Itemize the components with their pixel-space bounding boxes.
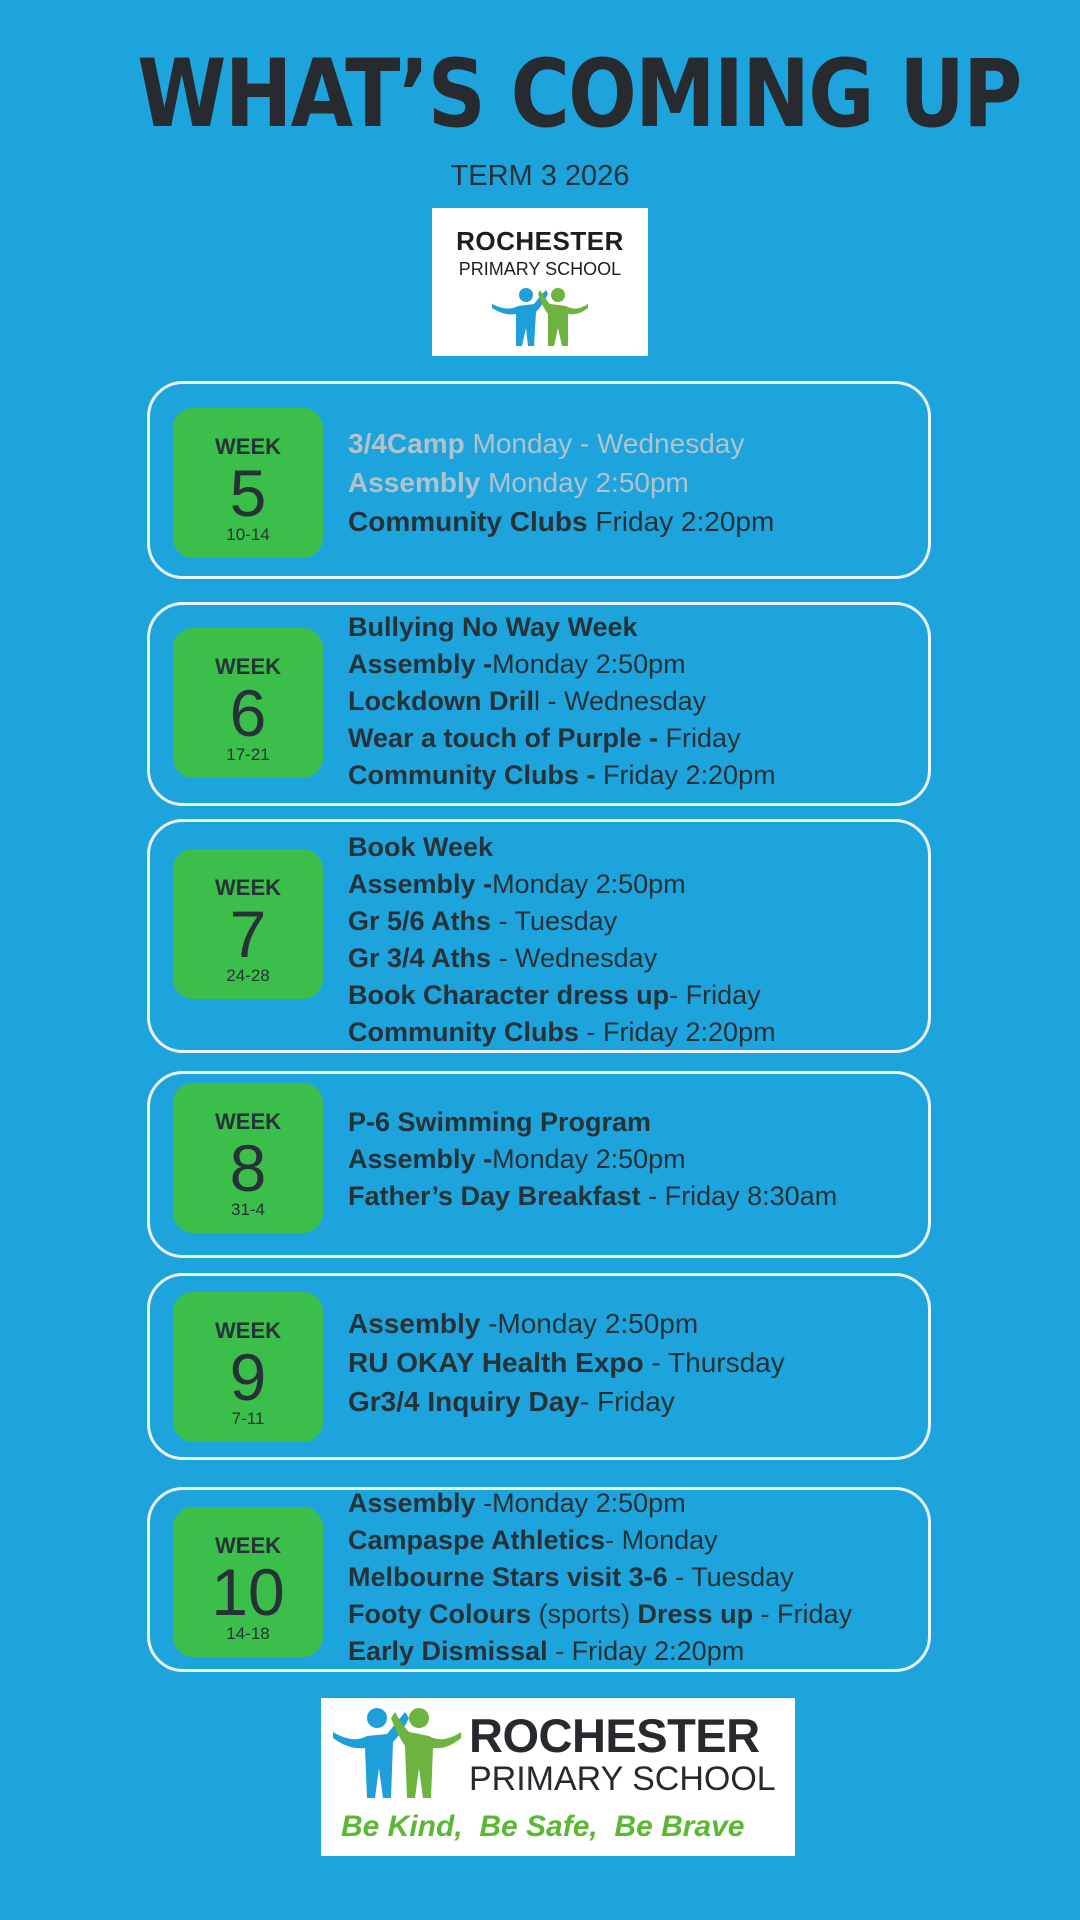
school-logo-top <box>432 208 648 356</box>
event-name: Lockdown Dril <box>348 686 535 716</box>
page-subtitle: TERM 3 2026 <box>450 160 630 192</box>
event-list <box>348 424 918 541</box>
event-name: Assembly - <box>348 649 493 679</box>
week-card-6 <box>147 602 931 806</box>
event-line <box>348 829 918 866</box>
event-time: -Monday 2:50pm <box>480 1308 699 1339</box>
week-number: 8 <box>229 1131 267 1205</box>
event-line <box>348 609 918 646</box>
week-label: WEEK <box>215 1318 281 1343</box>
event-line <box>348 1178 918 1215</box>
event-time: - Friday <box>753 1599 853 1629</box>
event-time: Monday 2:50pm <box>492 869 686 899</box>
school-motto: Be Kind, Be Safe, Be Brave <box>341 1810 745 1843</box>
event-line <box>348 1485 918 1522</box>
event-name: Community Clubs <box>348 506 588 537</box>
week-number: 7 <box>229 897 267 971</box>
event-line <box>348 1522 918 1559</box>
event-line <box>348 757 918 794</box>
week-dates: 10-14 <box>226 525 270 544</box>
event-name: Footy Colours <box>348 1599 531 1629</box>
event-time: - Tuesday <box>491 906 618 936</box>
children-figures-icon <box>488 286 592 348</box>
event-line <box>348 977 918 1014</box>
event-name: Gr3/4 Inquiry Day <box>348 1386 580 1417</box>
week-number: 10 <box>211 1555 285 1629</box>
event-name: Assembly - <box>348 1144 493 1174</box>
event-name: Wear a touch of Purple - <box>348 723 659 753</box>
school-logo-bottom <box>321 1698 795 1856</box>
week-number: 5 <box>229 456 267 530</box>
event-line <box>348 424 918 463</box>
event-line <box>348 646 918 683</box>
event-name: Community Clubs - <box>348 760 596 790</box>
event-line <box>348 866 918 903</box>
week-label: WEEK <box>215 1109 281 1134</box>
event-line <box>348 502 918 541</box>
week-number: 6 <box>229 676 267 750</box>
week-card-5 <box>147 381 931 579</box>
event-line <box>348 1343 918 1382</box>
event-line <box>348 1559 918 1596</box>
week-dates: 7-11 <box>231 1409 265 1428</box>
event-time: - Friday <box>579 1386 675 1417</box>
event-list <box>348 1104 918 1215</box>
week-label: WEEK <box>215 1533 281 1558</box>
logo-school-type: PRIMARY SCHOOL <box>458 259 622 279</box>
event-time: Monday 2:50pm <box>480 467 689 498</box>
event-line <box>348 1382 918 1421</box>
event-line <box>348 1104 918 1141</box>
week-badge <box>173 408 323 558</box>
event-name: Melbourne Stars visit 3-6 <box>348 1562 668 1592</box>
week-label: WEEK <box>215 875 281 900</box>
event-line <box>348 1141 918 1178</box>
event-time: Friday 2:20pm <box>595 760 776 790</box>
event-line <box>348 940 918 977</box>
event-line <box>348 683 918 720</box>
week-card-8 <box>147 1071 931 1258</box>
week-dates: 24-28 <box>226 966 270 985</box>
event-line <box>348 1596 918 1633</box>
event-name: Assembly <box>348 1488 476 1518</box>
event-list <box>348 1485 918 1670</box>
event-name: Book Week <box>348 832 494 862</box>
event-line <box>348 1304 918 1343</box>
event-name: RU OKAY Health Expo <box>348 1347 644 1378</box>
event-name: Father’s Day Breakfast <box>348 1181 641 1211</box>
week-badge <box>173 1083 323 1233</box>
week-card-7 <box>147 819 931 1053</box>
event-name: Assembly <box>348 1308 481 1339</box>
event-list <box>348 1304 918 1421</box>
event-line <box>348 903 918 940</box>
event-name: Early Dismissal <box>348 1636 548 1666</box>
page-title: WHAT’S COMING UP <box>137 40 1021 149</box>
event-name: Gr 5/6 Aths <box>348 906 492 936</box>
event-time: Monday - Wednesday <box>464 428 745 459</box>
logo-school-name: ROCHESTER <box>456 226 624 256</box>
event-name: Assembly <box>348 467 481 498</box>
event-line <box>348 1633 918 1670</box>
week-badge <box>173 628 323 778</box>
event-time: -Monday 2:50pm <box>475 1488 686 1518</box>
children-figures-icon <box>331 1704 463 1800</box>
event-time: - Friday 2:20pm <box>579 1017 776 1047</box>
week-dates: 14-18 <box>226 1624 270 1643</box>
event-time: - Friday 2:20pm <box>547 1636 745 1666</box>
week-card-9 <box>147 1273 931 1460</box>
week-card-10 <box>147 1487 931 1672</box>
week-number: 9 <box>229 1340 267 1414</box>
event-name-2: Dress up <box>637 1599 754 1629</box>
event-time: Friday <box>658 723 741 753</box>
week-label: WEEK <box>215 434 281 459</box>
event-time: - Wednesday <box>491 943 658 973</box>
week-badge <box>173 849 323 999</box>
event-name: Gr 3/4 Aths <box>348 943 492 973</box>
event-line <box>348 1014 918 1051</box>
event-list <box>348 609 918 794</box>
week-badge <box>173 1292 323 1442</box>
event-line <box>348 463 918 502</box>
event-name: Assembly - <box>348 869 493 899</box>
event-time: - Friday 8:30am <box>640 1181 838 1211</box>
event-name: Community Clubs <box>348 1017 580 1047</box>
week-dates: 17-21 <box>226 745 270 764</box>
event-time: - Tuesday <box>667 1562 794 1592</box>
week-badge <box>173 1507 323 1657</box>
event-time: l - Wednesday <box>534 686 707 716</box>
event-time: Monday 2:50pm <box>492 649 686 679</box>
event-list <box>348 829 918 1051</box>
event-time: Monday 2:50pm <box>492 1144 686 1174</box>
event-time: Friday 2:20pm <box>587 506 775 537</box>
week-label: WEEK <box>215 654 281 679</box>
event-line <box>348 720 918 757</box>
logo-school-name: ROCHESTER <box>469 1709 760 1762</box>
event-name: Campaspe Athletics <box>348 1525 606 1555</box>
event-name: 3/4Camp <box>348 428 465 459</box>
event-detail: (sports) <box>531 1599 638 1629</box>
event-name: P-6 Swimming Program <box>348 1107 652 1137</box>
event-time: - Friday <box>669 980 761 1010</box>
event-name: Book Character dress up <box>348 980 670 1010</box>
event-name: Bullying No Way Week <box>348 612 638 642</box>
logo-school-type: PRIMARY SCHOOL <box>469 1760 776 1798</box>
week-dates: 31-4 <box>230 1200 266 1219</box>
event-time: - Thursday <box>643 1347 785 1378</box>
event-time: - Monday <box>605 1525 718 1555</box>
